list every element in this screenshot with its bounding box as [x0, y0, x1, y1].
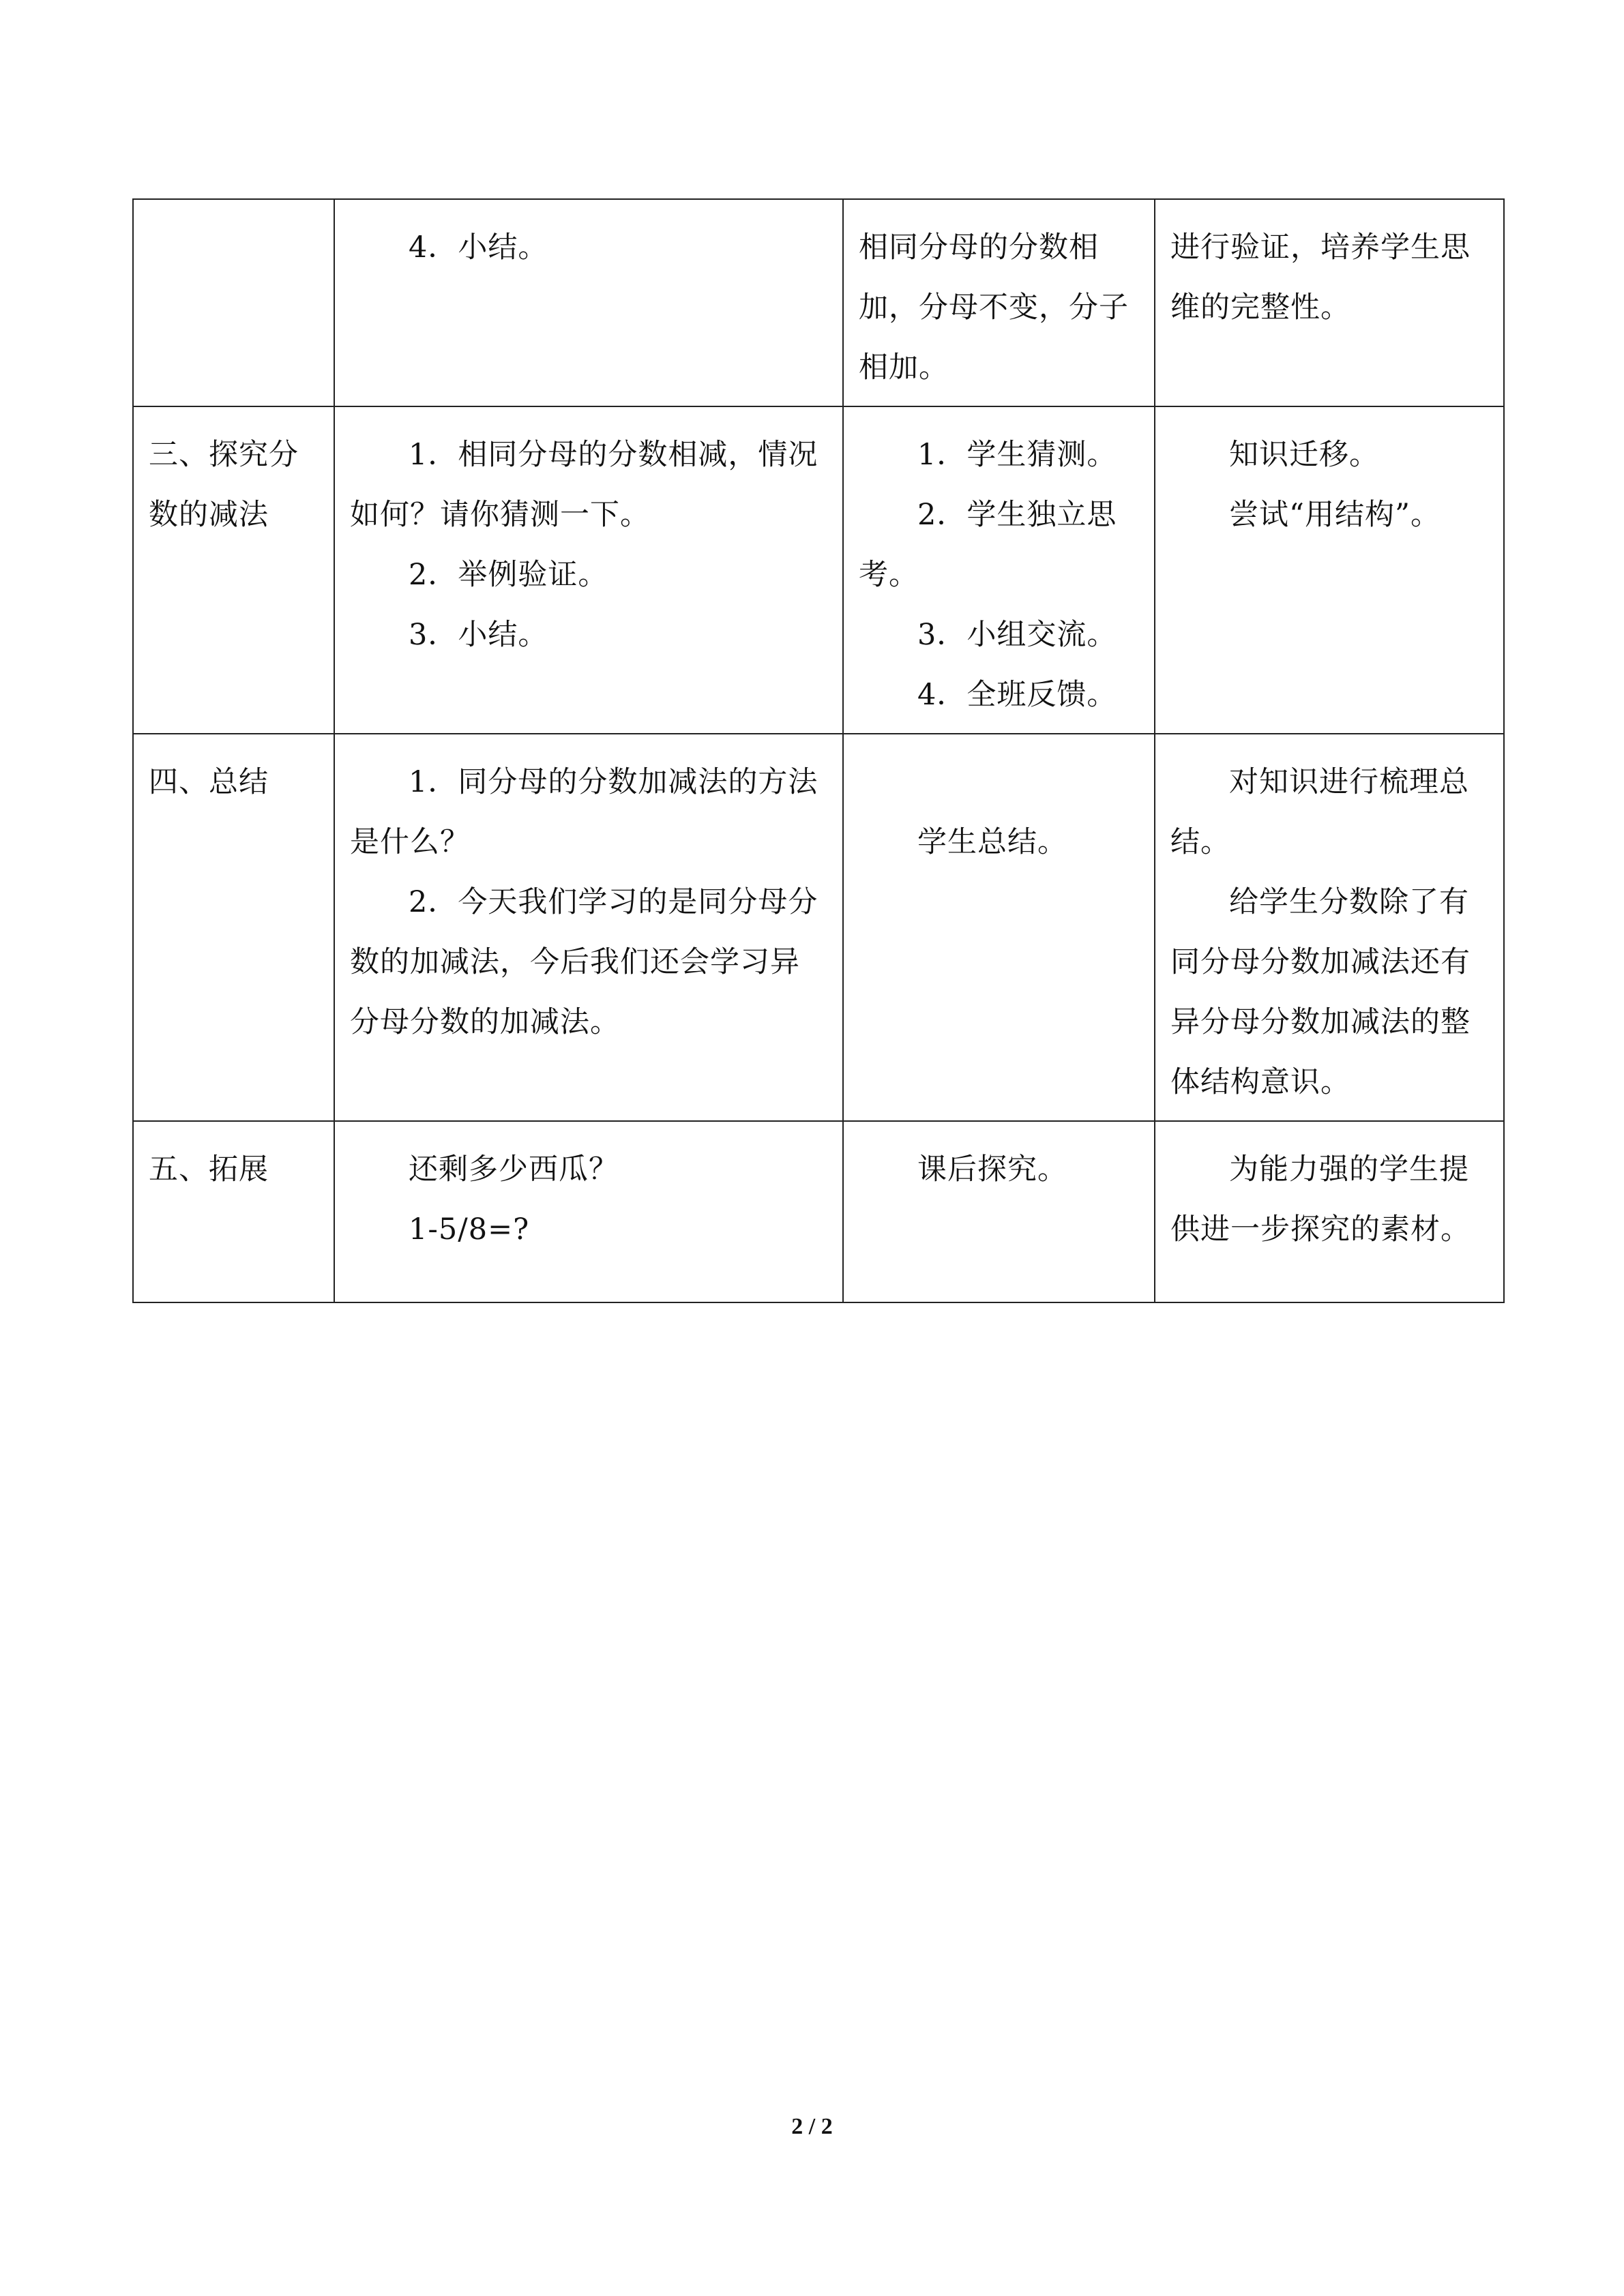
- design-intent-cell: [1155, 199, 1504, 406]
- teacher-activity-cell: [334, 199, 843, 406]
- table-row: [133, 406, 1504, 734]
- design-intent-text: 为能力强的学生提供进一步探究的素材。: [1170, 1152, 1471, 1247]
- lesson-plan-table: [132, 198, 1505, 1303]
- student-activity-text: 学生总结。: [917, 825, 1067, 859]
- stage-cell: [133, 1121, 334, 1302]
- teacher-activity-cell: [334, 1121, 843, 1302]
- teacher-activity-text: 还剩多少西瓜？: [409, 1152, 619, 1187]
- teacher-activity-cell: [334, 734, 843, 1121]
- table-row: [133, 199, 1504, 406]
- stage-cell: [133, 734, 334, 1121]
- table-row: [133, 1121, 1504, 1302]
- design-intent-text: 尝试“用结构”。: [1229, 498, 1441, 532]
- teacher-activity-text: 1．同分母的分数加减法的方法是什么？: [350, 765, 818, 859]
- design-intent-text: 进行验证，培养学生思维的完整性。: [1170, 230, 1471, 325]
- stage-label: 三、探究分数的减法: [149, 438, 299, 532]
- stage-label: 五、拓展: [149, 1152, 269, 1187]
- teacher-activity-text: 4．小结。: [409, 230, 548, 265]
- design-intent-cell: [1155, 1121, 1504, 1302]
- table-row: [133, 734, 1504, 1121]
- stage-cell: [133, 406, 334, 734]
- student-activity-text: 4．全班反馈。: [917, 678, 1117, 712]
- stage-cell: [133, 199, 334, 406]
- design-intent-text: 给学生分数除了有同分母分数加减法还有异分母分数加减法的整体结构意识。: [1170, 885, 1471, 1099]
- design-intent-cell: [1155, 734, 1504, 1121]
- student-activity-text: 课后探究。: [917, 1152, 1067, 1187]
- design-intent-text: 对知识进行梳理总结。: [1170, 765, 1469, 859]
- teacher-activity-text: 1．相同分母的分数相减，情况如何？请你猜测一下。: [350, 438, 818, 532]
- teacher-activity-cell: [334, 406, 843, 734]
- student-activity-cell: [843, 406, 1155, 734]
- student-activity-cell: [843, 199, 1155, 406]
- teacher-activity-text: 2．今天我们学习的是同分母分数的加减法，今后我们还会学习异分母分数的加减法。: [350, 885, 818, 1039]
- teacher-activity-text: 3．小结。: [409, 618, 548, 652]
- design-intent-text: 知识迁移。: [1229, 438, 1379, 472]
- student-activity-cell: [843, 1121, 1155, 1302]
- student-activity-text: 1．学生猜测。: [917, 438, 1117, 472]
- teacher-activity-text: 2．举例验证。: [409, 558, 608, 592]
- stage-label: 四、总结: [149, 765, 269, 799]
- student-activity-text: 2．学生独立思考。: [859, 498, 1117, 592]
- teacher-activity-formula: 1-5/8=?: [409, 1212, 530, 1247]
- page-number: 2 / 2: [791, 2114, 833, 2139]
- design-intent-cell: [1155, 406, 1504, 734]
- student-activity-cell: [843, 734, 1155, 1121]
- student-activity-spacer: [859, 752, 1140, 812]
- student-activity-text: 3．小组交流。: [917, 618, 1117, 652]
- student-activity-text: 相同分母的分数相加，分母不变，分子相加。: [859, 230, 1129, 385]
